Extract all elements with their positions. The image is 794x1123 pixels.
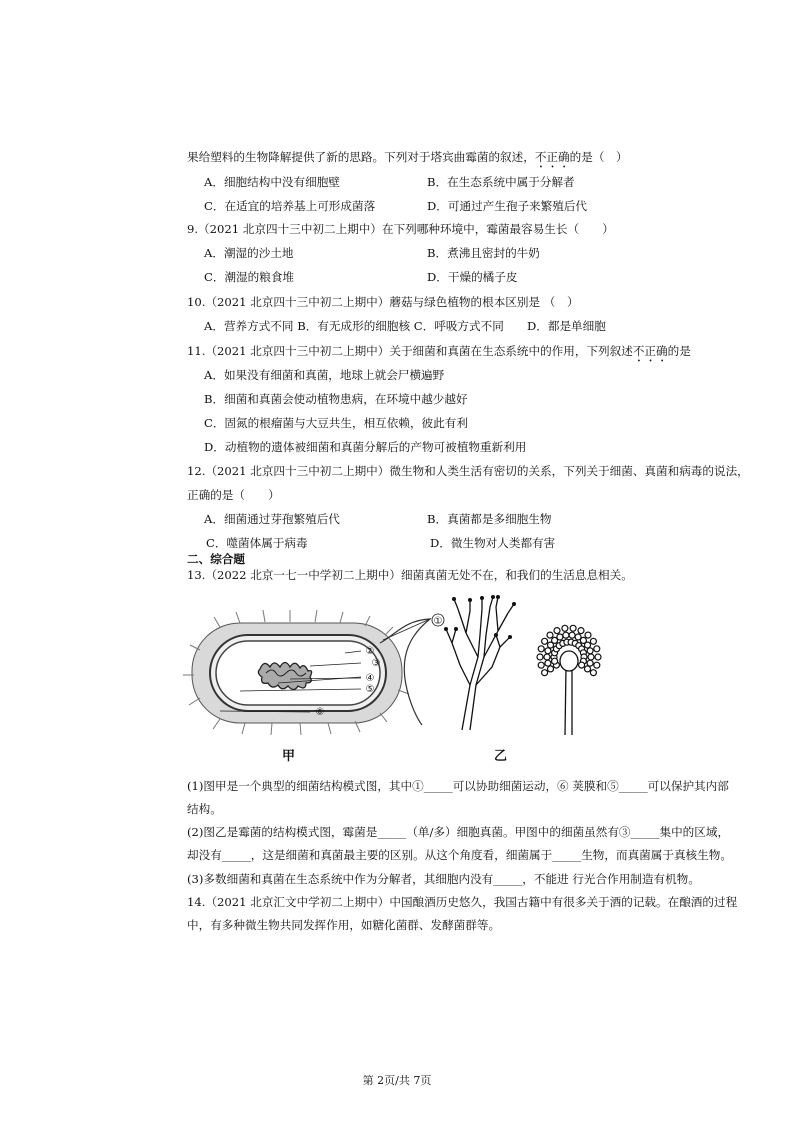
q12-stem-line1: 12.（2021 北京四十三中初二上期中）微生物和人类生活有密切的关系，下列关于细菌、真菌和病毒的说法，: [187, 464, 749, 478]
q13-figure: [180, 595, 620, 745]
q13-part2-line2: 却没有_____，这是细菌和真菌最主要的区别。从这个角度看，细菌属于_____生物，而真菌属于真核生物。: [187, 848, 732, 862]
spore: [585, 632, 591, 638]
q9-option-d: D．干燥的橘子皮: [427, 270, 518, 284]
spore: [548, 666, 554, 672]
spore: [579, 662, 585, 668]
spore: [578, 628, 584, 634]
spore: [538, 662, 544, 668]
spore: [588, 654, 594, 660]
spore: [544, 654, 550, 660]
spore: [590, 670, 596, 676]
figure-yi-label: 乙: [494, 749, 508, 764]
figure-jia-label: 甲: [282, 749, 296, 764]
spore: [595, 654, 601, 660]
label-5: ⑤: [365, 684, 375, 695]
spore: [542, 670, 548, 676]
spore: [538, 646, 544, 652]
label-6: ⑥: [315, 707, 325, 718]
q13-part1-line2: 结构。: [187, 802, 222, 816]
spore: [537, 654, 543, 660]
q9-stem: 9.（2021 北京四十三中初二上期中）在下列哪种环境中，霉菌最容易生长（ ）: [187, 222, 614, 236]
q9-option-c: C．潮湿的粮食堆: [204, 270, 295, 284]
spore: [587, 660, 593, 666]
q13-part1-line1: (1)图甲是一个典型的细菌结构模式图，其中①_____可以协助细菌运动，⑥ 荚膜和⑤_____可以保护其内部: [187, 779, 729, 793]
q14-stem-line2: 中，有多种微生物共同发挥作用，如糖化菌群、发酵菌群等。: [187, 918, 501, 932]
spore: [557, 634, 563, 640]
spore: [594, 662, 600, 668]
spore: [585, 666, 591, 672]
spore: [594, 646, 600, 652]
section-heading: 二、综合题: [187, 552, 245, 566]
spore: [542, 638, 548, 644]
q8-stem-end: 的是（ ）: [569, 150, 628, 164]
q8-stem-text: 果给塑料的生物降解提供了新的思路。下列对于塔宾曲霉菌的叙述，: [187, 150, 535, 164]
q11-stem-end: 的是: [667, 344, 691, 358]
bacterium-diagram: [183, 610, 444, 735]
q13-part2-line1: (2)图乙是霉菌的结构模式图，霉菌是_____（单/多）细胞真菌。甲图中的细菌虽然有③_____集中的区域，: [187, 825, 730, 839]
q11-option-c: C．固氮的根瘤菌与大豆共生，相互依赖，彼此有利: [204, 416, 468, 430]
q10-stem: 10.（2021 北京四十三中初二上期中）蘑菇与绿色植物的根本区别是 （ ）: [187, 295, 579, 309]
spore: [552, 658, 558, 664]
q12-stem-line2: 正确的是（ ）: [187, 488, 280, 502]
q13-part3: (3)多数细菌和真菌在生态系统中作为分解者，其细胞内没有_____，不能进 行光合作用制造有机物。: [187, 872, 700, 886]
q8-option-a: A．细胞结构中没有细胞壁: [204, 175, 340, 189]
q8-option-d: D．可通过产生孢子来繁殖后代: [427, 199, 588, 213]
page-footer: 第 2页/共 7页: [362, 1074, 432, 1087]
spore: [590, 638, 596, 644]
q11-option-a: A．如果没有细菌和真菌，地球上就会尸横遍野: [204, 368, 445, 382]
q11-option-d: D．动植物的遗体被细菌和真菌分解后的产物可被植物重新利用: [204, 440, 527, 454]
spore: [545, 660, 551, 666]
spore: [547, 632, 553, 638]
label-1: ①: [433, 616, 443, 627]
q11-emphasis: 不正确: [632, 344, 668, 358]
spore: [587, 648, 593, 654]
spore: [554, 628, 560, 634]
q11-option-b: B．细菌和真菌会使动植物患病，在环境中越少越好: [204, 392, 468, 406]
q8-stem: [187, 150, 628, 171]
q12-option-a: A．细菌通过芽孢繁殖后代: [204, 512, 340, 526]
q13-stem: 13.（2022 北京一七一中学初二上期中）细菌真菌无处不在，和我们的生活息息相关。: [187, 568, 633, 582]
label-3: ③: [371, 658, 381, 669]
q11-stem: [187, 344, 691, 365]
spore: [570, 625, 576, 631]
q9-option-b: B．煮沸且密封的牛奶: [427, 246, 540, 260]
q12-option-c: C．噬菌体属于病毒: [206, 536, 308, 550]
spore: [569, 632, 575, 638]
q8-option-b: B．在生态系统中属于分解者: [427, 175, 575, 189]
q8-emphasis: 不正确: [534, 150, 570, 164]
q8-option-c: C．在适宜的培养基上可形成菌落: [204, 199, 376, 213]
q12-option-d: D．微生物对人类都有害: [430, 536, 556, 550]
mold-diagram: [444, 595, 601, 735]
spore: [563, 632, 569, 638]
spore: [562, 625, 568, 631]
q14-stem-line1: 14.（2021 北京汇文中学初二上期中）中国酿酒历史悠久，我国古籍中有很多关于酒的记载。在酿酒的过程: [187, 895, 738, 909]
label-4: ④: [365, 673, 375, 684]
q12-option-b: B．真菌都是多细胞生物: [427, 512, 552, 526]
q11-stem-text: 11.（2021 北京四十三中初二上期中）关于细菌和真菌在生态系统中的作用，下列叙述: [187, 344, 633, 358]
spore: [545, 648, 551, 654]
q9-option-a: A．潮湿的沙土地: [204, 246, 294, 260]
spore: [585, 642, 591, 648]
q10-options: A．营养方式不同 B．有无成形的细胞核 C．呼吸方式不同 D．都是单细胞: [204, 319, 606, 333]
label-2: ②: [365, 646, 375, 657]
